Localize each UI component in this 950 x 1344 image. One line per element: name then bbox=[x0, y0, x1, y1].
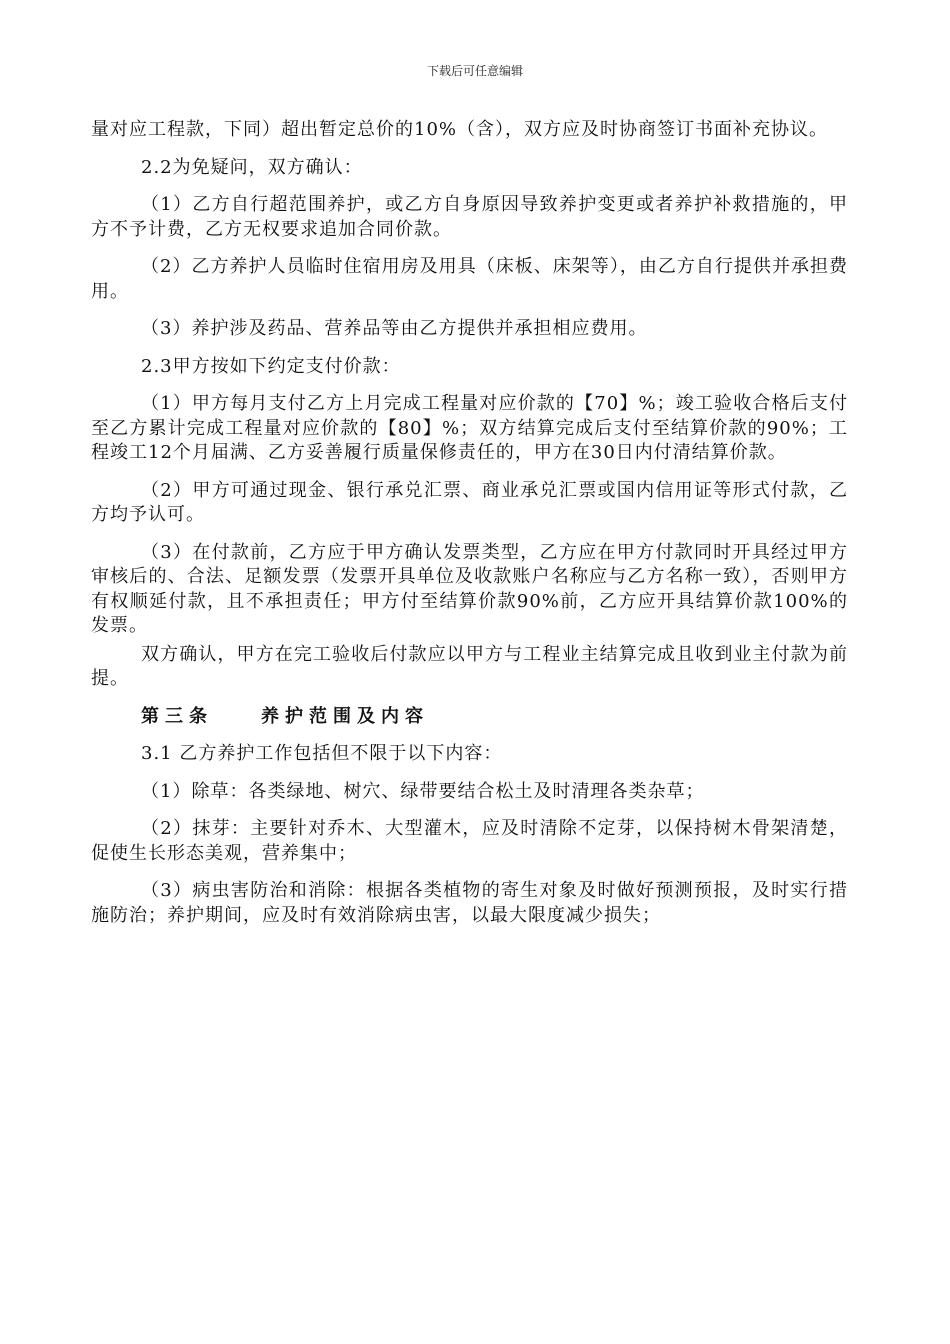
clause-3-1: 3.1 乙方养护工作包括但不限于以下内容： bbox=[141, 743, 503, 764]
clause-2-2-2: （2）乙方养护人员临时住宿用房及用具（床板、床架等），由乙方自行提供并承担费用。 bbox=[91, 256, 848, 302]
clause-3-1-1: （1）除草：各类绿地、树穴、绿带要结合松土及时清理各类杂草； bbox=[141, 780, 705, 802]
document-body bbox=[91, 118, 848, 941]
clause-2-2-3: （3）养护涉及药品、营养品等由乙方提供并承担相应费用。 bbox=[141, 318, 648, 339]
clause-2-3-1: （1）甲方每月支付乙方上月完成工程量对应价款的【70】%；竣工验收合格后支付至乙方累计完成工程量对应价款的【80】%；双方结算完成后支付至结算价款的90%；工程竣工12个月届满、乙方妥善履行质量保修责任的，甲方在30日内付清结算价款。 bbox=[91, 393, 848, 463]
clause-2-2-1: （1）乙方自行超范围养护，或乙方自身原因导致养护变更或者养护补救措施的，甲方不予计费，乙方无权要求追加合同价款。 bbox=[91, 194, 848, 240]
clause-3-1-2: （2）抹芽：主要针对乔木、大型灌木，应及时清除不定芽，以保持树木骨架清楚，促使生长形态美观，营养集中； bbox=[91, 818, 848, 864]
clause-2-3-3: （3）在付款前，乙方应于甲方确认发票类型，乙方应在甲方付款同时开具经过甲方审核后的、合法、足额发票（发票开具单位及收款账户名称应与乙方名称一致），否则甲方有权顺延付款，且不承担责任；甲方付至结算价款90%前，乙方应开具结算价款100%的发票。 bbox=[91, 541, 848, 636]
section-title: 养护范围及内容 bbox=[261, 705, 429, 727]
section-number: 第三条 bbox=[141, 705, 213, 727]
mutual-confirmation: 双方确认，甲方在完工验收后付款应以甲方与工程业主结算完成且收到业主付款为前提。 bbox=[91, 643, 848, 689]
clause-2-3-2: （2）甲方可通过现金、银行承兑汇票、商业承兑汇票或国内信用证等形式付款，乙方均予认可。 bbox=[91, 479, 848, 525]
paragraph: 量对应工程款，下同）超出暂定总价的10%（含），双方应及时协商签订书面补充协议。 bbox=[91, 119, 829, 140]
clause-3-1-3: （3）病虫害防治和消除：根据各类植物的寄生对象及时做好预测预报，及时实行措施防治；养护期间，应及时有效消除病虫害，以最大限度减少损失； bbox=[91, 880, 848, 926]
section-heading bbox=[91, 705, 848, 730]
clause-2-3: 2.3甲方按如下约定支付价款： bbox=[141, 355, 401, 377]
clause-2-2: 2.2为免疑问，双方确认： bbox=[141, 156, 363, 178]
page-header: 下载后可任意编辑 bbox=[426, 64, 523, 78]
